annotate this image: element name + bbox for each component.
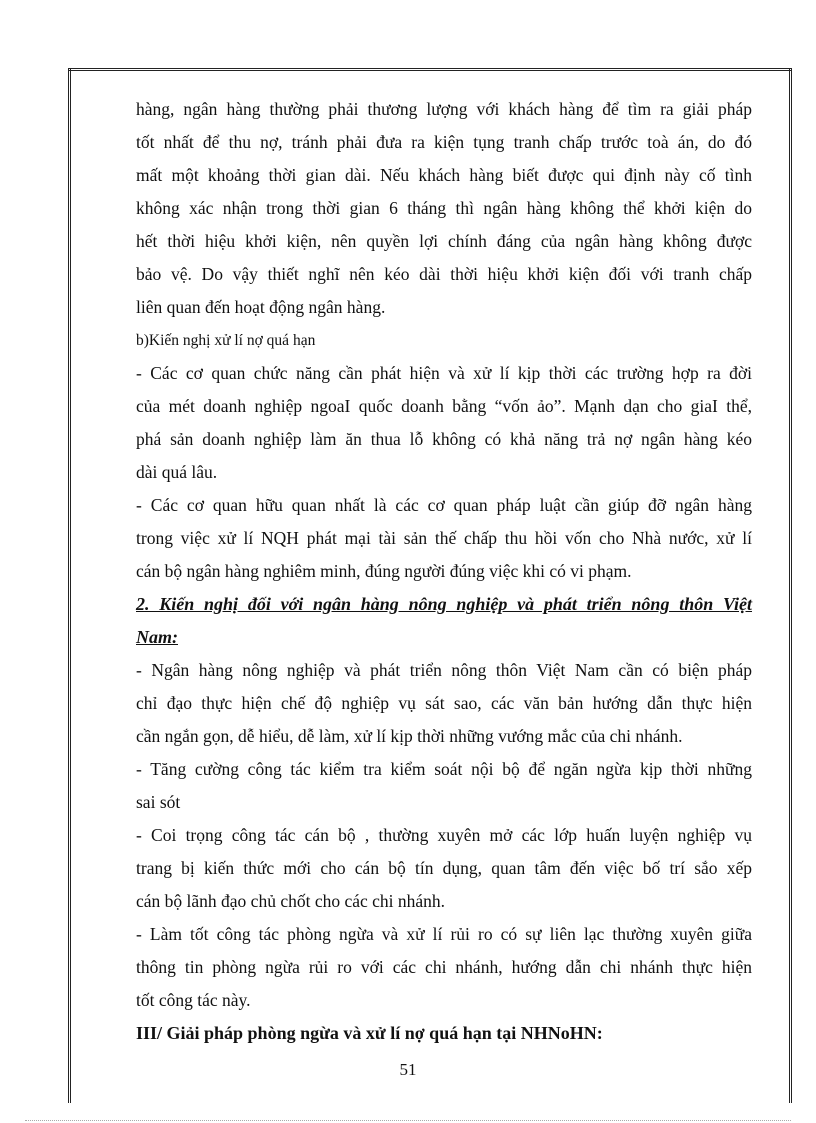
- page-bottom-dotted-rule: [25, 1120, 791, 1121]
- text-line: chỉ đạo thực hiện chế độ nghiệp vụ sát sao, các văn bản hướng dẫn thực hiện: [136, 693, 752, 713]
- text-line: tốt nhất để thu nợ, tránh phải đưa ra kiện tụng tranh chấp trước toà án, do đó: [136, 132, 752, 152]
- text-line: bảo vệ. Do vậy thiết nghĩ nên kéo dài thời hiệu khởi kiện đối với tranh chấp: [136, 264, 752, 284]
- text-line: sai sót: [136, 792, 181, 812]
- bullet-internal-control: [136, 753, 752, 819]
- text-line: trang bị kiến thức mới cho cán bộ tín dụng, quan tâm đến việc bố trí sắo xếp: [136, 858, 752, 878]
- bullet-risk-prevention: [136, 918, 752, 1017]
- bullet-legal-agencies: [136, 489, 752, 588]
- heading-line: Nam:: [136, 627, 178, 647]
- bullet-staff-training: [136, 819, 752, 918]
- text-line: - Các cơ quan hữu quan nhất là các cơ quan pháp luật cần giúp đỡ ngân hàng: [136, 495, 752, 515]
- paragraph-litigation-period: [136, 93, 752, 324]
- text-line: trong việc xử lí NQH phát mại tài sản thế chấp thu hồi vốn cho Nhà nước, xử lí: [136, 528, 752, 548]
- subheading-b: [136, 324, 752, 357]
- page-border-top: [68, 68, 792, 71]
- text-line: thông tin phòng ngừa rủi ro với các chi nhánh, hướng dẫn chi nhánh thực hiện: [136, 957, 752, 977]
- text-line: dài quá lâu.: [136, 462, 218, 482]
- text-line: - Ngân hàng nông nghiệp và phát triển nông thôn Việt Nam cần có biện pháp: [136, 660, 752, 680]
- text-line: cán bộ lãnh đạo chủ chốt cho các chi nhánh.: [136, 891, 446, 911]
- text-line: - Làm tốt công tác phòng ngừa và xử lí rủi ro có sự liên lạc thường xuyên giữa: [136, 924, 752, 944]
- text-line: của mét doanh nghiệp ngoaI quốc doanh bằng “vốn ảo”. Mạnh dạn cho giaI thể,: [136, 396, 752, 416]
- page-number: 51: [399, 1060, 417, 1079]
- bullet-agencies-detect: [136, 357, 752, 489]
- text-line: tốt công tác này.: [136, 990, 251, 1010]
- text-line: hàng, ngân hàng thường phải thương lượng với khách hàng để tìm ra giải pháp: [136, 99, 752, 119]
- heading-line: III/ Giải pháp phòng ngừa và xử lí nợ quá hạn tại NHNoHN:: [136, 1023, 603, 1043]
- text-line: phá sản doanh nghiệp làm ăn thua lỗ không có khả năng trả nợ ngân hàng kéo: [136, 429, 752, 449]
- section-heading-3: [136, 1017, 752, 1050]
- text-line: không xác nhận trong thời gian 6 tháng thì ngân hàng không thể khởi kiện do: [136, 198, 752, 218]
- text-line: cần ngắn gọn, dễ hiểu, dễ làm, xử lí kịp thời những vướng mắc của chi nhánh.: [136, 726, 683, 746]
- heading-line: 2. Kiến nghị đối với ngân hàng nông nghiệp và phát triển nông thôn Việt: [136, 594, 752, 614]
- text-line: b)Kiến nghị xử lí nợ quá hạn: [136, 332, 316, 349]
- text-line: - Các cơ quan chức năng cần phát hiện và xử lí kịp thời các trường hợp ra đời: [136, 363, 752, 383]
- text-line: liên quan đến hoạt động ngân hàng.: [136, 297, 386, 317]
- section-heading-2: [136, 588, 752, 654]
- bullet-direction: [136, 654, 752, 753]
- text-line: hết thời hiệu khởi kiện, nên quyền lợi chính đáng của ngân hàng không được: [136, 231, 752, 251]
- page-border-right: [789, 68, 792, 1103]
- text-line: mất một khoảng thời gian dài. Nếu khách hàng biết được qui định này cố tình: [136, 165, 752, 185]
- text-line: - Tăng cường công tác kiểm tra kiểm soát nội bộ để ngăn ngừa kịp thời những: [136, 759, 752, 779]
- document-body: [136, 93, 752, 1050]
- text-line: - Coi trọng công tác cán bộ , thường xuyên mở các lớp huấn luyện nghiệp vụ: [136, 825, 752, 845]
- text-line: cán bộ ngân hàng nghiêm minh, đúng người đúng việc khi có vi phạm.: [136, 561, 632, 581]
- page-border-left: [68, 68, 71, 1103]
